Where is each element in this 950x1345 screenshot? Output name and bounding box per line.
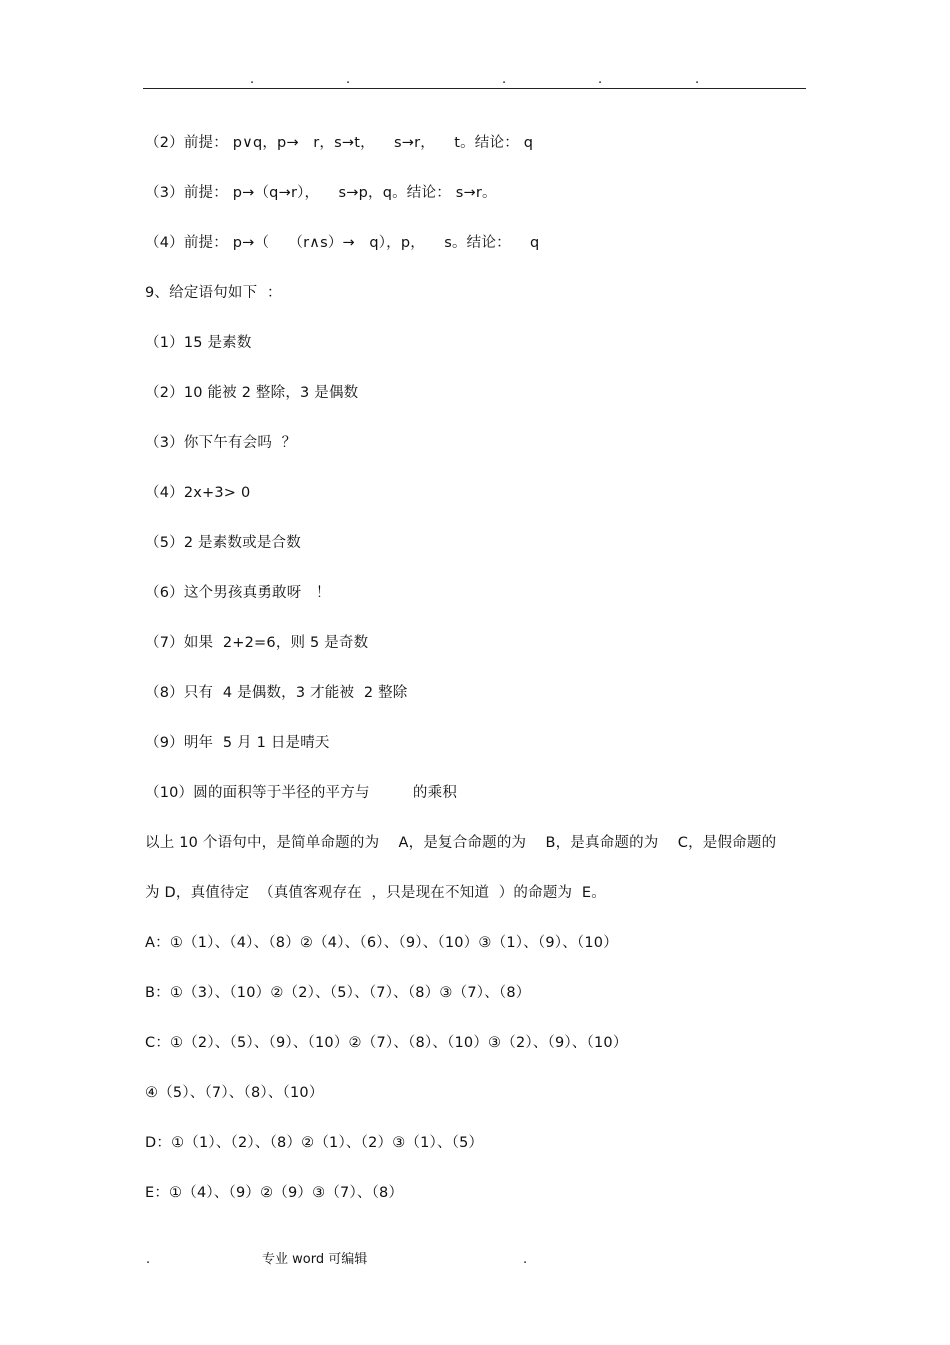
header-dot: .	[250, 72, 255, 87]
statement-5: （5）2 是素数或是合数	[145, 535, 301, 551]
header-dot: .	[695, 72, 700, 87]
question-9-heading: 9、给定语句如下 ：	[145, 285, 282, 301]
question-text: 以上 10 个语句中，是简单命题的为 A，是复合命题的为 B，是真命题的为 C，是假命题的	[145, 835, 777, 851]
option-e: E：①（4）、（9）②（9）③（7）、（8）	[145, 1185, 404, 1201]
page-footer	[0, 1250, 950, 1270]
premise-line-4: （4）前提： p→（ （r∧s）→ q），p， s。结论： q	[145, 235, 540, 251]
question-text-continued: 为 D，真值待定 （真值客观存在 ，只是现在不知道 ）的命题为 E。	[145, 885, 606, 901]
header-dot: .	[598, 72, 603, 87]
statement-10: （10）圆的面积等于半径的平方与 的乘积	[145, 785, 458, 801]
premise-line-2: （2）前提： p∨q，p→ r，s→t， s→r， t。结论： q	[145, 135, 534, 151]
footer-dot-left: .	[146, 1252, 151, 1267]
option-a: A：①（1）、（4）、（8）②（4）、（6）、（9）、（10）③（1）、（9）、（10）	[145, 935, 618, 951]
option-c-continued: ④（5）、（7）、（8）、（10）	[145, 1085, 324, 1101]
header-dot: .	[502, 72, 507, 87]
statement-3: （3）你下午有会吗 ？	[145, 435, 297, 451]
statement-7: （7）如果 2+2=6，则 5 是奇数	[145, 635, 369, 651]
statement-8: （8）只有 4 是偶数，3 才能被 2 整除	[145, 685, 408, 701]
footer-label: 专业 word 可编辑	[262, 1252, 368, 1267]
statement-4: （4）2x+3> 0	[145, 485, 251, 501]
premise-line-3: （3）前提： p→（q→r）， s→p，q。结论： s→r。	[145, 185, 497, 201]
page-header	[0, 72, 950, 88]
document-body	[145, 131, 807, 1231]
option-c: C：①（2）、（5）、（9）、（10）②（7）、（8）、（10）③（2）、（9）、（10）	[145, 1035, 628, 1051]
header-rule	[143, 88, 806, 89]
option-d: D：①（1）、（2）、（8）②（1）、（2）③（1）、（5）	[145, 1135, 484, 1151]
header-dot: .	[346, 72, 351, 87]
statement-1: （1）15 是素数	[145, 335, 252, 351]
option-b: B：①（3）、（10）②（2）、（5）、（7）、（8）③（7）、（8）	[145, 985, 531, 1001]
statement-9: （9）明年 5 月 1 日是晴天	[145, 735, 330, 751]
footer-dot-right: .	[523, 1252, 528, 1267]
statement-2: （2）10 能被 2 整除，3 是偶数	[145, 385, 359, 401]
statement-6: （6）这个男孩真勇敢呀 ！	[145, 585, 331, 601]
